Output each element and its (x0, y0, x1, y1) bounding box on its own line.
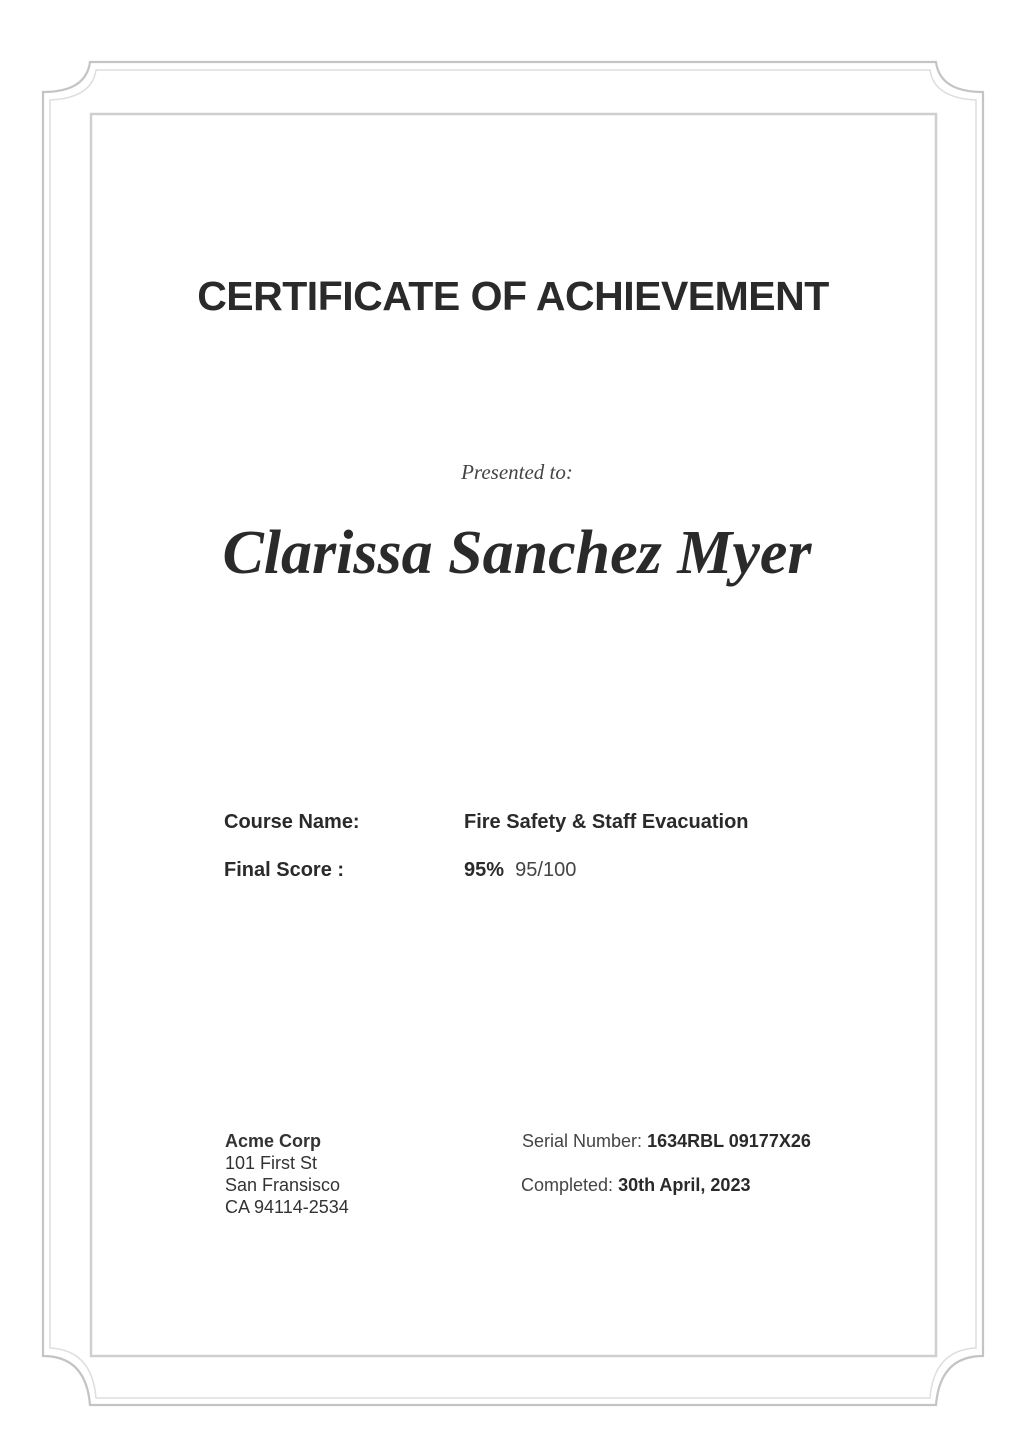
serial-number (522, 1131, 811, 1152)
serial-number-label: Serial Number: (522, 1131, 643, 1151)
recipient-name: Clarissa Sanchez Myer (222, 519, 812, 587)
certificate-title: CERTIFICATE OF ACHIEVEMENT (197, 273, 829, 319)
score-fraction: 95/100 (515, 859, 577, 881)
completed-date (521, 1175, 750, 1196)
completed-value: 30th April, 2023 (618, 1175, 751, 1195)
organization-address-line2: San Fransisco (225, 1175, 341, 1195)
organization-address-line1: 101 First St (225, 1153, 318, 1173)
course-name-label: Course Name: (224, 811, 360, 833)
final-score-value (464, 859, 576, 882)
score-percent: 95% (464, 859, 505, 881)
serial-number-value: 1634RBL 09177X26 (647, 1131, 811, 1151)
final-score-label: Final Score : (224, 859, 345, 881)
course-name-value: Fire Safety & Staff Evacuation (464, 811, 749, 833)
presented-to-label: Presented to: (461, 460, 573, 484)
organization-address-line3: CA 94114-2534 (225, 1197, 349, 1217)
organization-block (225, 1130, 349, 1218)
organization-name: Acme Corp (225, 1131, 322, 1151)
completed-label: Completed: (521, 1175, 614, 1195)
